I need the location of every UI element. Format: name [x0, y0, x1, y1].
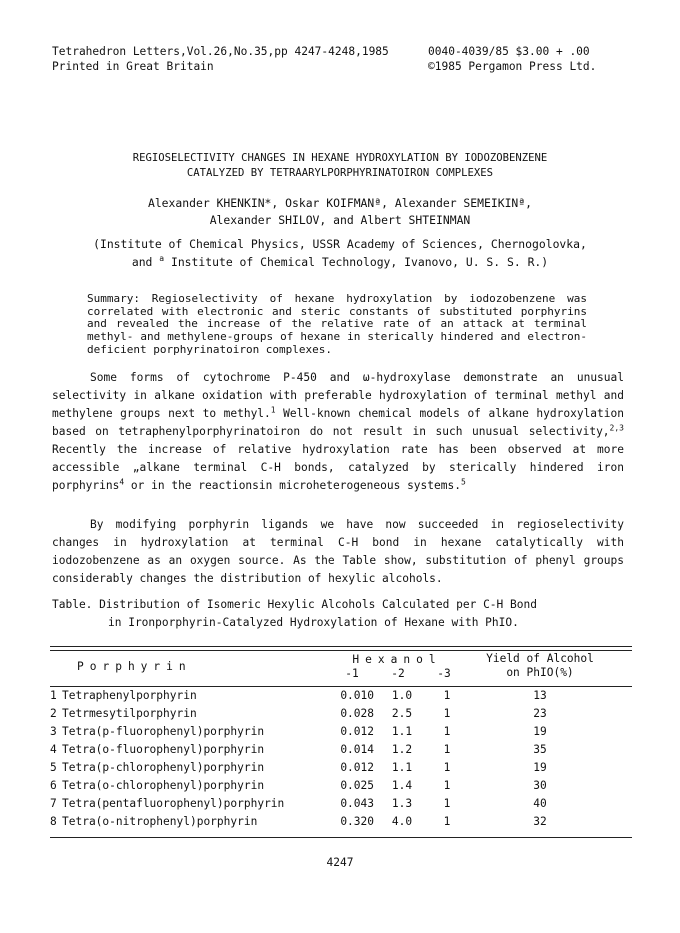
journal-citation: Tetrahedron Letters,Vol.26,No.35,pp 4247-4248,1985	[52, 45, 389, 58]
hexanol-1-value: 0.014	[340, 743, 374, 756]
yield-value: 35	[533, 743, 547, 756]
body-paragraph-1	[52, 369, 624, 494]
porphyrin-name: Tetraphenylporphyrin	[62, 689, 197, 702]
yield-header-line-1: Yield of Alcohol	[486, 652, 594, 665]
hexanol-3-value: 1	[443, 725, 451, 738]
title-line-1: REGIOSELECTIVITY CHANGES IN HEXANE HYDROXYLATION BY IODOZOBENZENE	[132, 152, 548, 164]
hexanol-1-value: 0.012	[340, 761, 374, 774]
hexanol-2-value: 1.2	[391, 743, 413, 756]
reference-marker: 1	[270, 405, 276, 415]
table-top-rule	[50, 646, 632, 647]
hexanol-3-value: 1	[443, 743, 451, 756]
caption-line-2: in Ironporphyrin-Catalyzed Hydroxylation of Hexane with PhIO.	[108, 615, 519, 629]
affiliation-marker: a	[159, 253, 165, 263]
table-row	[50, 687, 632, 705]
column-header-hexanol-2: -2	[391, 667, 405, 680]
row-number: 3	[50, 725, 57, 738]
hexanol-2-value: 4.0	[391, 815, 413, 828]
hexanol-3-value: 1	[443, 689, 451, 702]
hexanol-1-value: 0.012	[340, 725, 374, 738]
row-number: 5	[50, 761, 57, 774]
hexanol-2-value: 2.5	[391, 707, 413, 720]
porphyrin-name: Tetra(p-fluorophenyl)porphyrin	[62, 725, 265, 738]
hexanol-3-value: 1	[443, 797, 451, 810]
hexanol-3-value: 1	[443, 779, 451, 792]
title-line-2: CATALYZED BY TETRAARYLPORPHYRINATOIRON COMPLEXES	[186, 167, 494, 180]
yield-value: 19	[533, 725, 547, 738]
hexanol-2-value: 1.4	[391, 779, 413, 792]
column-header-hexanol-1: -1	[345, 667, 359, 680]
p1-text-d: or in the reactionsin microheterogeneous systems.	[124, 478, 461, 492]
table-row	[50, 759, 632, 777]
publisher-header	[428, 44, 628, 74]
authors-line-1: Alexander KHENKIN*, Oskar KOIFMANª, Alexander SEMEIKINª,	[147, 196, 533, 210]
table-top-rule-inner	[50, 650, 632, 651]
reference-marker: 2,3	[609, 423, 624, 433]
page-number: 4247	[326, 856, 354, 869]
column-header-hexanol-3: -3	[437, 667, 451, 680]
yield-value: 23	[533, 707, 547, 720]
copyright-notice: ©1985 Pergamon Press Ltd.	[428, 60, 597, 74]
paper-title	[40, 151, 640, 182]
column-header-porphyrin: Porphyrin	[77, 660, 192, 673]
row-number: 6	[50, 779, 57, 792]
yield-value: 13	[533, 689, 547, 702]
table-body	[50, 687, 632, 831]
hexanol-3-value: 1	[443, 707, 451, 720]
hexanol-2-value: 1.1	[391, 725, 413, 738]
yield-value: 40	[533, 797, 547, 810]
table-bottom-rule	[50, 837, 632, 838]
table-row	[50, 813, 632, 831]
porphyrin-name: Tetrmesytilporphyrin	[62, 707, 197, 720]
hexanol-3-value: 1	[443, 761, 451, 774]
hexanol-1-value: 0.028	[340, 707, 374, 720]
row-number: 1	[50, 689, 57, 702]
column-header-yield	[470, 652, 610, 680]
row-number: 8	[50, 815, 57, 828]
affiliation	[40, 236, 640, 271]
table-row	[50, 705, 632, 723]
table-row	[50, 723, 632, 741]
p1-text-b: Well-known chemical models of alkane hydroxylation based on tetraphenylporphyrinatoiron do not result in such unusual selectivity,	[52, 406, 624, 438]
affiliation-line-2	[40, 254, 640, 272]
issn-price: 0040-4039/85 $3.00 + .00	[428, 45, 590, 58]
affiliation-and: and	[131, 254, 160, 269]
table-header	[50, 652, 632, 686]
p1-text-a: Some forms of cytochrome P-450 and ω-hydroxylase demonstrate an unusual selectivity in alkane oxidation with preferable hydroxylation of terminal methyl and methylene groups next to methyl.	[52, 371, 624, 420]
hexanol-1-value: 0.043	[340, 797, 374, 810]
yield-value: 19	[533, 761, 547, 774]
journal-header	[52, 44, 432, 74]
yield-value: 32	[533, 815, 547, 828]
table-row	[50, 777, 632, 795]
summary-abstract: Summary: Regioselectivity of hexane hydroxylation by iodozobenzene was correlated with electronic and steric constants of substituted porphyrins and revealed the increase of the relative rate of an attack at terminal methyl- and methylene-groups of hexane in sterically hindered and electron-deficient porphyrinatoiron complexes.	[87, 292, 587, 356]
p1-text-c: Recently the increase of relative hydroxylation rate has been observed at more accessible „alkane terminal C-H bonds, catalyzed by sterically hindered iron porphyrins	[52, 442, 624, 492]
porphyrin-name: Tetra(o-chlorophenyl)porphyrin	[62, 779, 265, 792]
hexanol-1-value: 0.010	[340, 689, 374, 702]
affiliation-second-institute: Institute of Chemical Technology, Ivanovo, U. S. S. R.)	[164, 254, 549, 269]
yield-header-line-2: on PhIO(%)	[506, 666, 574, 679]
authors-line-2: Alexander SHILOV, and Albert SHTEINMAN	[209, 213, 471, 228]
yield-value: 30	[533, 779, 547, 792]
hexanol-2-value: 1.3	[391, 797, 413, 810]
table-row	[50, 795, 632, 813]
porphyrin-name: Tetra(pentafluorophenyl)porphyrin	[62, 797, 285, 810]
hexanol-2-value: 1.0	[391, 689, 413, 702]
table-caption	[52, 596, 632, 632]
hexanol-2-value: 1.1	[391, 761, 413, 774]
column-header-hexanol: Hexanol	[352, 653, 442, 666]
hexanol-1-value: 0.025	[340, 779, 374, 792]
reference-marker: 4	[119, 476, 125, 486]
printed-location: Printed in Great Britain	[52, 60, 214, 74]
caption-line-1: Table. Distribution of Isomeric Hexylic Alcohols Calculated per C-H Bond	[52, 598, 537, 611]
affiliation-line-1: (Institute of Chemical Physics, USSR Academy of Sciences, Chernogolovka,	[93, 237, 587, 251]
porphyrin-name: Tetra(p-chlorophenyl)porphyrin	[62, 761, 265, 774]
author-list	[40, 195, 640, 229]
row-number: 4	[50, 743, 57, 756]
body-paragraph-2: By modifying porphyrin ligands we have now succeeded in regioselectivity changes in hydroxylation at terminal C-H bond in hexane catalytically with iodozobenzene as an oxygen source. As the Table show, substitution of phenyl groups considerably changes the distribution of hexylic alcohols.	[52, 518, 624, 585]
porphyrin-name: Tetra(o-nitrophenyl)porphyrin	[62, 815, 258, 828]
reference-marker: 5	[460, 476, 466, 486]
row-number: 2	[50, 707, 57, 720]
table-row	[50, 741, 632, 759]
porphyrin-name: Tetra(o-fluorophenyl)porphyrin	[62, 743, 265, 756]
hexanol-1-value: 0.320	[340, 815, 374, 828]
hexanol-3-value: 1	[443, 815, 451, 828]
row-number: 7	[50, 797, 57, 810]
